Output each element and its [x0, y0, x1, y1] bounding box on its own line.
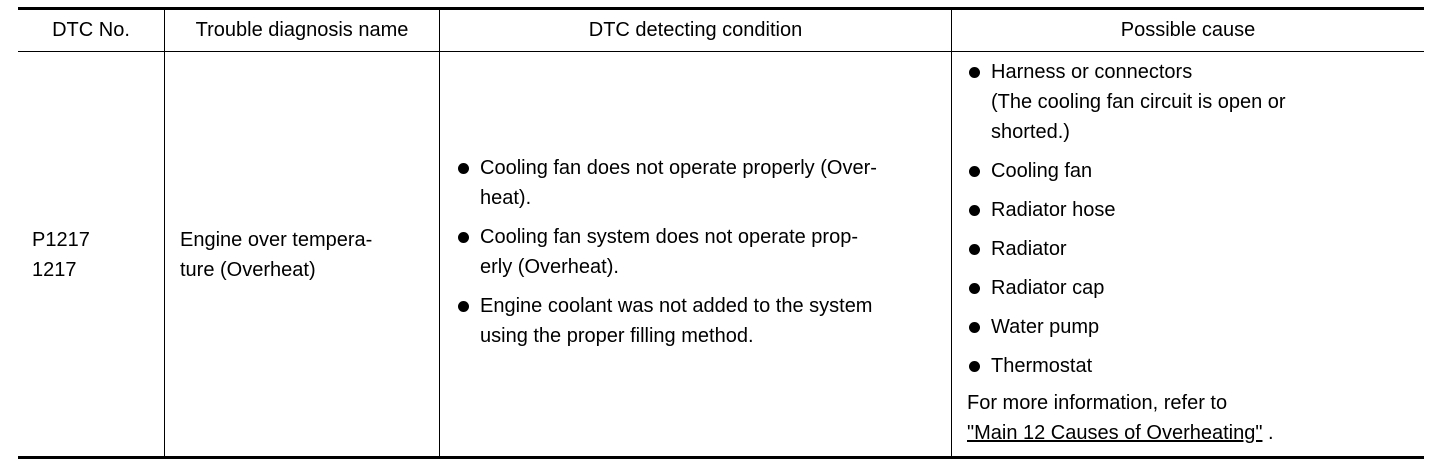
cause-item: Thermostat	[967, 351, 1417, 381]
column-divider	[439, 10, 440, 456]
dtc-number-cell	[32, 225, 90, 285]
header-diagnosis-name: Trouble diagnosis name	[195, 19, 409, 41]
diagnosis-name-line: ture (Overheat)	[180, 259, 316, 281]
header-possible-cause: Possible cause	[1120, 19, 1256, 41]
diagnosis-name-line: Engine over tempera-	[180, 229, 373, 251]
cause-item: Radiator	[967, 234, 1417, 264]
possible-cause-cell	[967, 57, 1417, 448]
column-divider	[164, 10, 165, 456]
condition-list	[456, 153, 946, 351]
table-header-rule	[18, 51, 1424, 52]
condition-item: Cooling fan system does not operate prop- erly (Overheat).	[456, 222, 946, 282]
condition-item: Cooling fan does not operate properly (Over- heat).	[456, 153, 946, 213]
dtc-code: P1217	[32, 229, 90, 251]
header-dtc-no: DTC No.	[52, 19, 130, 41]
overheating-causes-link[interactable]: "Main 12 Causes of Overheating"	[967, 422, 1263, 444]
cause-list	[967, 57, 1417, 381]
column-divider	[951, 10, 952, 456]
detecting-condition-cell	[456, 153, 946, 360]
more-info-text: For more information, refer to	[967, 392, 1228, 414]
dtc-code-short: 1217	[32, 259, 77, 281]
cause-item: Cooling fan	[967, 156, 1417, 186]
header-detecting-condition: DTC detecting condition	[588, 19, 803, 41]
cause-item: Water pump	[967, 312, 1417, 342]
reference-line	[967, 418, 1417, 448]
cause-item: Radiator cap	[967, 273, 1417, 303]
cause-item: Harness or connectors (The cooling fan circuit is open or shorted.)	[967, 57, 1417, 147]
diagnosis-name-cell	[180, 225, 372, 285]
dtc-table	[18, 7, 1424, 459]
table-bottom-rule	[18, 456, 1424, 459]
reference-suffix: .	[1262, 422, 1274, 444]
condition-item: Engine coolant was not added to the system using the proper filling method.	[456, 291, 946, 351]
cause-item: Radiator hose	[967, 195, 1417, 225]
